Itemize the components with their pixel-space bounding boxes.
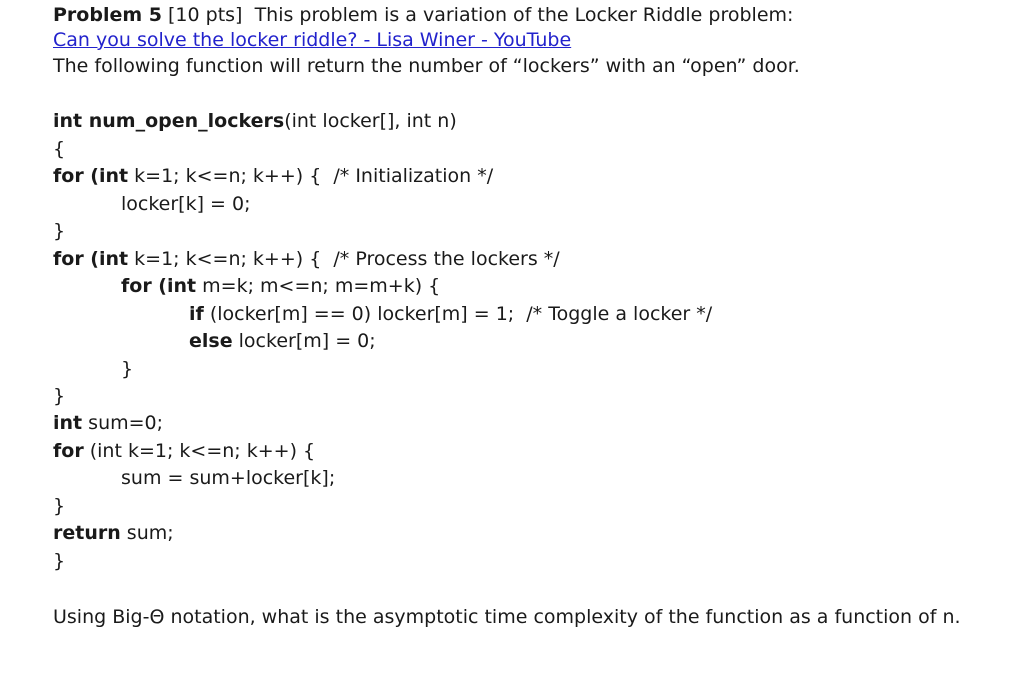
code-for-inner <box>121 274 440 298</box>
code-else-toggle <box>189 329 376 353</box>
return-keyword: return <box>53 522 121 544</box>
code-sum-decl <box>53 411 163 435</box>
code-close-init: } <box>53 220 66 242</box>
problem-label: Problem 5 <box>53 4 162 26</box>
code-for-sum <box>53 439 315 463</box>
code-init-body: locker[k] = 0; <box>121 193 251 215</box>
code-close-inner: } <box>121 358 134 380</box>
else-keyword: else <box>189 330 233 352</box>
code-if-toggle <box>189 302 712 326</box>
code-for-process <box>53 247 560 271</box>
code-close-function: } <box>53 550 66 572</box>
problem-intro: This problem is a variation of the Locker Riddle problem: <box>242 4 794 26</box>
for-sum-keyword: for <box>53 440 84 462</box>
riddle-video-link[interactable]: Can you solve the locker riddle? - Lisa Winer - YouTube <box>53 29 572 51</box>
code-for-init <box>53 164 493 188</box>
code-signature <box>53 109 457 133</box>
question-text: Using Big-Θ notation, what is the asymptotic time complexity of the function as a function of n. <box>53 606 961 628</box>
if-keyword: if <box>189 303 204 325</box>
for-process-keyword: for (int <box>53 248 129 270</box>
code-open-brace: { <box>53 138 66 160</box>
for-process-rest: k=1; k<=n; k++) { /* Process the lockers */ <box>128 248 560 270</box>
for-inner-keyword: for (int <box>121 275 197 297</box>
for-inner-rest: m=k; m<=n; m=m+k) { <box>196 275 441 297</box>
for-sum-rest: (int k=1; k<=n; k++) { <box>83 440 316 462</box>
for-init-keyword: for (int <box>53 165 129 187</box>
if-rest: (locker[m] == 0) locker[m] = 1; /* Toggle a locker */ <box>203 303 713 325</box>
signature-keyword: int num_open_lockers <box>53 110 285 132</box>
code-return <box>53 521 174 545</box>
code-sum-body: sum = sum+locker[k]; <box>121 467 336 489</box>
problem-description: The following function will return the number of “lockers” with an “open” door. <box>53 55 800 77</box>
return-rest: sum; <box>120 522 174 544</box>
sum-keyword: int <box>53 412 83 434</box>
code-close-process: } <box>53 385 66 407</box>
problem-points: [10 pts] <box>161 4 243 26</box>
riddle-link-line <box>53 28 571 52</box>
sum-decl-rest: sum=0; <box>82 412 164 434</box>
else-rest: locker[m] = 0; <box>232 330 376 352</box>
code-close-sum: } <box>53 495 66 517</box>
signature-params: (int locker[], int n) <box>284 110 457 132</box>
problem-header <box>53 3 793 27</box>
for-init-rest: k=1; k<=n; k++) { /* Initialization */ <box>128 165 494 187</box>
